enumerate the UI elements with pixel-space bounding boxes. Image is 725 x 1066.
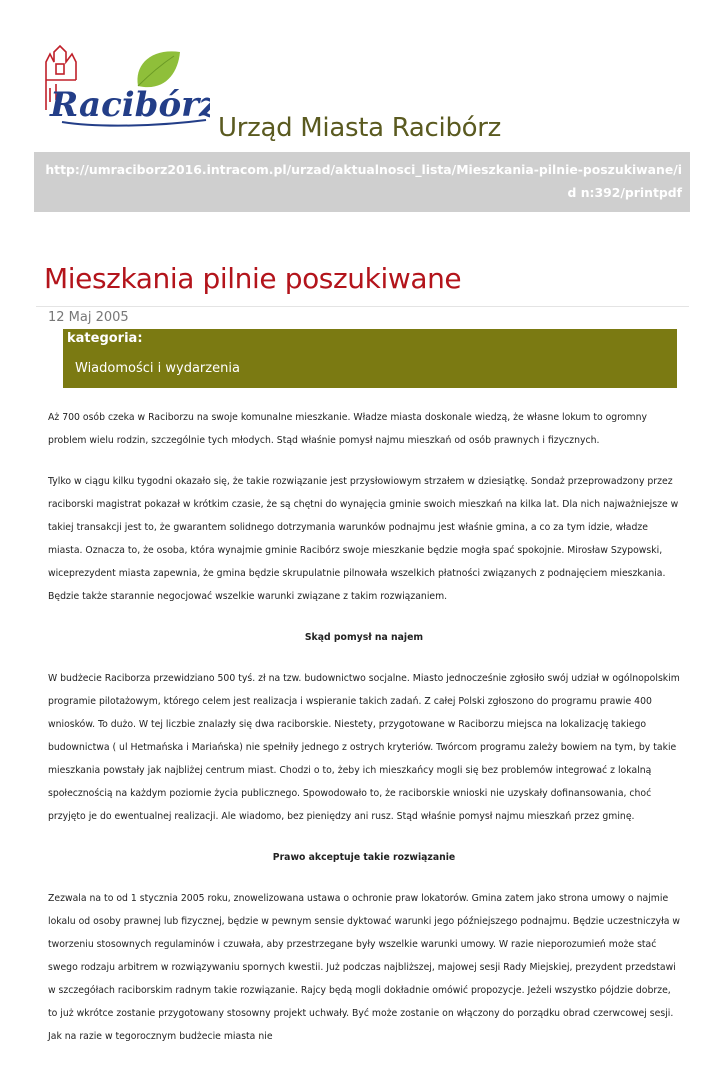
url-bar bbox=[34, 152, 690, 212]
paragraph: Aż 700 osób czeka w Raciborzu na swoje komunalne mieszkanie. Władze miasta doskonale wiedzą, że własne lokum to ogromny problem wielu rodzin, szczególnie tych młodych. Stąd właśnie pomysł najmu mieszkań od osób prawnych i fizycznych. bbox=[48, 412, 647, 446]
site-title: Urząd Miasta Racibórz bbox=[218, 113, 501, 143]
page-url-link[interactable]: http://umraciborz2016.intracom.pl/urzad/aktualnosci_lista/Mieszkania-pilnie-poszukiwane/id n:392/printpdf bbox=[45, 162, 682, 200]
paragraph: W budżecie Raciborza przewidziano 500 tyś. zł na tzw. budownictwo socjalne. Miasto jednocześnie zgłosiło swój udział w ogólnopolskim programie pilotażowym, którego celem jest realizacja i wspieranie takich zadań. Z całej Polski zgłoszono do programu prawie 400 wniosków. To dużo. W tej liczbie znalazły się dwa raciborskie. Niestety, przygotowane w Raciborzu miejsca na lokalizację takiego budownictwa ( ul Hetmańska i Mariańska) nie spełniły jednego z ostrych kryteriów. Twórcom programu zależy bowiem na tym, by takie mieszkania powstały jak najbliżej centrum miast. Chodzi o to, żeby ich mieszkańcy mogli się bez problemów integrować z lokalną społecznością na każdym poziomie życia publicznego. Spowodowało to, że raciborskie wnioski nie uzyskały dofinansowania, choć przyjęto je do ewentualnej realizacji. Ale wiadomo, bez pieniędzy ani rusz. Stąd właśnie pomysł najmu mieszkań przez gminę. bbox=[48, 673, 680, 822]
title-divider bbox=[36, 306, 689, 307]
article-date: 12 Maj 2005 bbox=[48, 310, 129, 325]
paragraph: Tylko w ciągu kilku tygodni okazało się, że takie rozwiązanie jest przysłowiowym strzałem w dziesiątkę. Sondaż przeprowadzony przez raciborski magistrat pokazał w krótkim czasie, że są chętni do wynajęcia gminie swoich mieszkań na kilka lat. Dla nich najważniejsze w takiej transakcji jest to, że gwarantem solidnego dotrzymania warunków podnajmu jest właśnie gmina, a co za tym idzie, władze miasta. Oznacza to, że osoba, która wynajmie gminie Racibórz swoje mieszkanie będzie mogła spać spokojnie. Mirosław Szypowski, wiceprezydent miasta zapewnia, że gmina będzie skrupulatnie pilnowała wszelkich płatności związanych z podnajęciem mieszkania. Będzie także starannie negocjować wszelkie warunki związane z takim rozwiązaniem. bbox=[48, 476, 679, 602]
raciborz-logo[interactable] bbox=[40, 40, 210, 135]
category-label: kategoria: bbox=[67, 331, 143, 346]
article-body bbox=[48, 406, 680, 1066]
section-heading: Skąd pomysł na najem bbox=[304, 632, 424, 643]
category-link[interactable]: Wiadomości i wydarzenia bbox=[75, 361, 240, 376]
page-title: Mieszkania pilnie poszukiwane bbox=[44, 262, 462, 295]
section-heading: Prawo akceptuje takie rozwiązanie bbox=[272, 852, 456, 863]
logo-wordmark: Racibórz bbox=[50, 85, 210, 125]
paragraph: Zezwala na to od 1 stycznia 2005 roku, znowelizowana ustawa o ochronie praw lokatorów. Gmina zatem jako strona umowy o najmie lokalu od osoby prawnej lub fizycznej, będzie w pewnym sensie dyktować warunki jego późniejszego podnajmu. Będzie uczestniczyła w tworzeniu stosownych regulaminów i czuwała, aby przestrzegane były wszelkie warunki umowy. W razie nieporozumień może stać swego rodzaju arbitrem w rozwiązywaniu spornych kwestii. Już podczas najbliższej, majowej sesji Rady Miejskiej, prezydent przedstawi w szczegółach raciborskim radnym takie rozwiązanie. Rajcy będą mogli dokładnie omówić propozycje. Jeżeli wszystko pójdzie dobrze, to już wkrótce zostanie przygotowany stosowny projekt uchwały. Być może zostanie on włączony do porządku obrad czerwcowej sesji. Jak na razie w tegorocznym budżecie miasta nie bbox=[48, 893, 681, 1042]
category-box bbox=[63, 329, 677, 388]
